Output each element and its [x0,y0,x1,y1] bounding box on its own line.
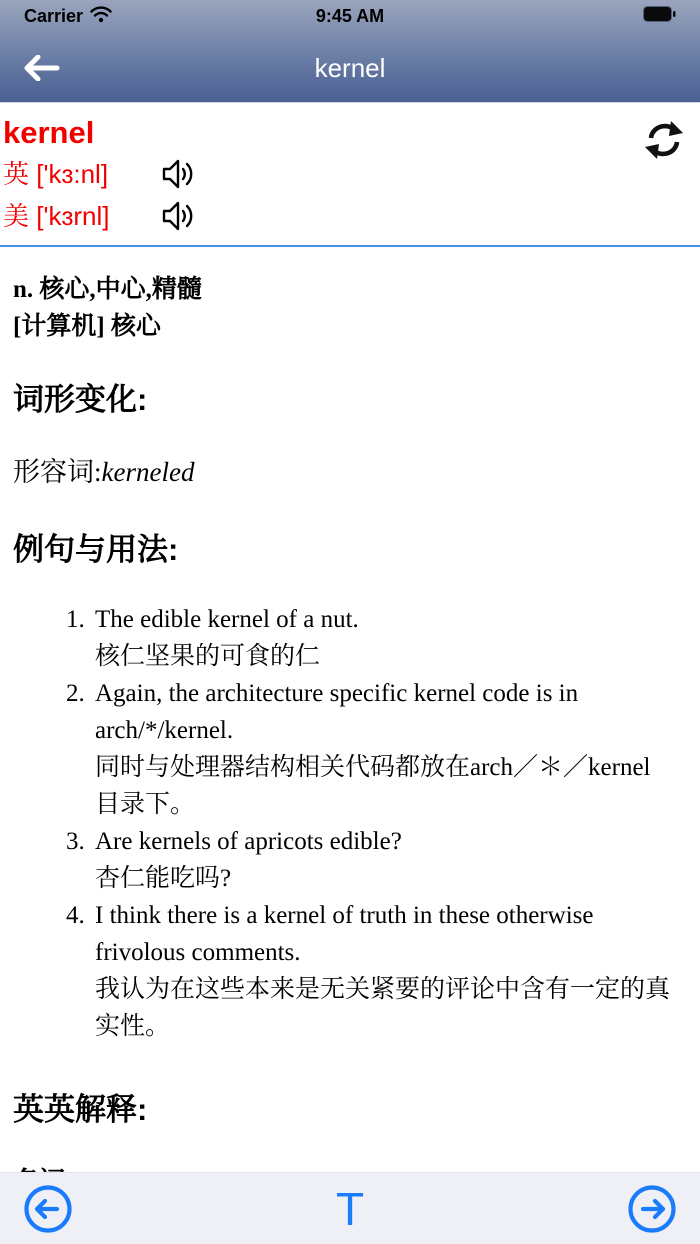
battery-icon [643,6,676,27]
speaker-icon [161,200,197,232]
back-button[interactable] [24,53,62,83]
back-arrow-icon [24,55,60,81]
pronunciation-us [3,195,686,237]
example-en: 1. The edible kernel of a nut. [95,606,359,633]
example-item [91,897,674,1045]
bottom-toolbar [0,1172,700,1244]
text-size-button[interactable]: T [335,1182,365,1235]
refresh-button[interactable] [644,119,684,161]
example-zh: 杏仁能吃吗? [95,865,232,892]
divider [0,245,700,247]
status-bar [0,0,700,33]
circle-right-arrow-icon [626,1183,678,1235]
section-heading-enen: 英英解释: [13,1092,148,1127]
example-en: 2. Again, the architecture specific kernel code is in arch/*/kernel. [95,680,579,744]
refresh-icon [644,119,684,161]
example-item [91,675,674,823]
wordform-label: 形容词: [13,457,102,487]
us-region-label: 美 [3,201,30,231]
section-heading-examples: 例句与用法: [13,532,179,567]
example-zh: 我认为在这些本来是无关紧要的评论中含有一定的真实性。 [95,976,671,1040]
example-en: 3. Are kernels of apricots edible? [95,828,402,855]
header [0,0,700,103]
example-list [13,601,674,1045]
pronunciation-uk [3,153,686,195]
content-area [0,271,700,1199]
example-zh: 核仁坚果的可食的仁 [95,643,321,670]
nav-title: kernel [314,52,386,83]
speaker-icon [161,158,197,190]
next-word-button[interactable] [626,1183,678,1235]
example-en: 4. I think there is a kernel of truth in these otherwise frivolous comments. [95,902,594,966]
status-time: 9:45 AM [315,6,385,26]
example-item [91,823,674,897]
carrier-label: Carrier [24,6,84,26]
example-zh: 同时与处理器结构相关代码都放在arch／＊／kernel目录下。 [95,754,651,818]
definition-line: [计算机] 核心 [13,313,161,340]
uk-ipa: ['kɜ:nl] [36,159,109,189]
definitions [13,271,674,345]
us-speaker-button[interactable] [161,200,197,232]
circle-left-arrow-icon [22,1183,74,1235]
wordform-entry [13,455,674,489]
uk-region-label: 英 [3,159,30,189]
us-ipa: ['kɜrnl] [36,201,110,231]
section-heading-wordforms: 词形变化: [13,382,148,417]
prev-word-button[interactable] [22,1183,74,1235]
nav-bar [0,33,700,103]
headword: kernel [3,115,95,150]
example-item [91,601,674,675]
word-section [0,103,700,245]
definition-line: n. 核心,中心,精髓 [13,276,202,303]
uk-speaker-button[interactable] [161,158,197,190]
wordform-value: kerneled [101,457,195,487]
